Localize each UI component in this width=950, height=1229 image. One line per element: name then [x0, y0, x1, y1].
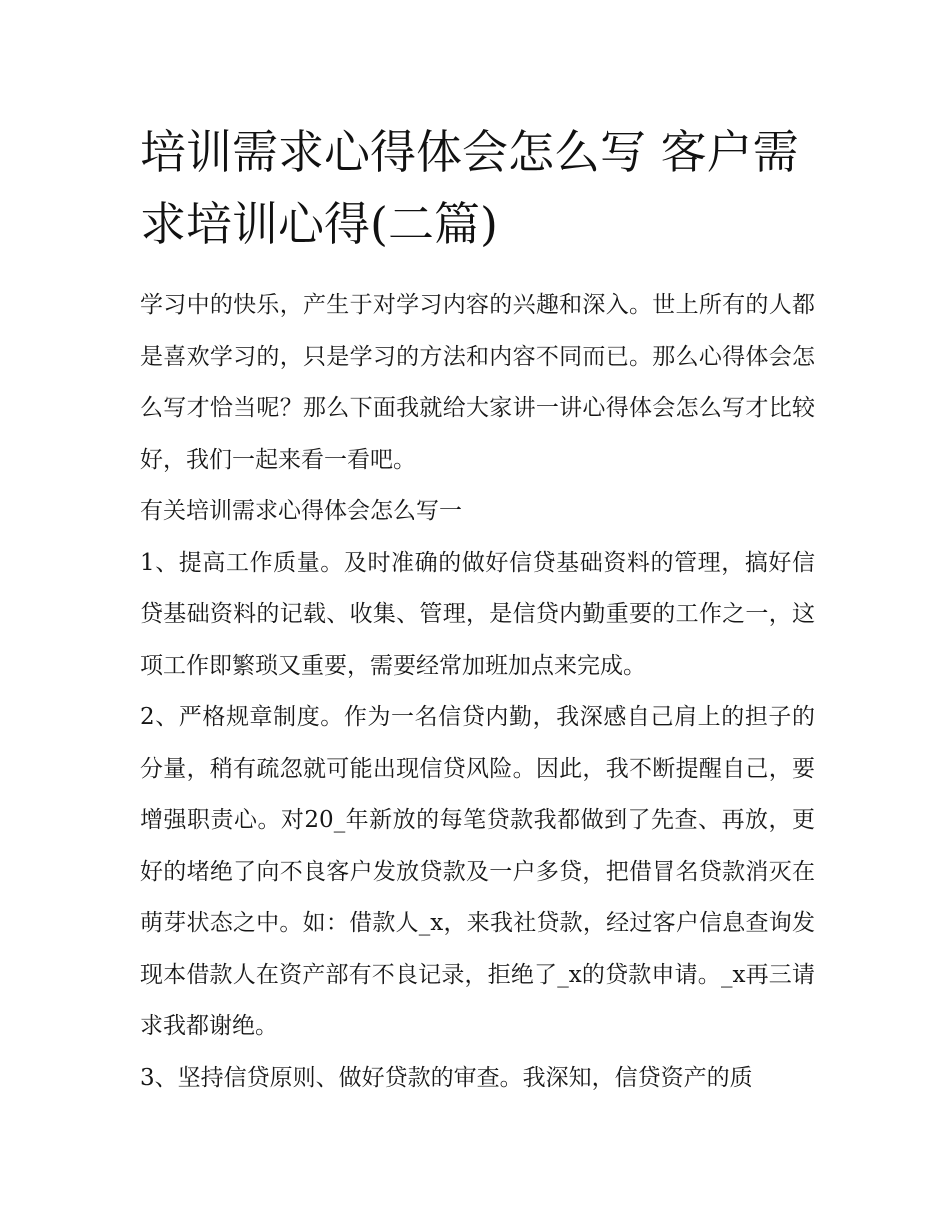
paragraph-section-heading: 有关培训需求心得体会怎么写一	[140, 498, 462, 524]
paragraph-item-3: 3、坚持信贷原则、做好贷款的审查。我深知，信贷资产的质	[140, 1064, 753, 1091]
paragraph-item-1: 1、提高工作质量。及时准确的做好信贷基础资料的管理，搞好信贷基础资料的记载、收集、管理，是信贷内勤重要的工作之一，这项工作即繁琐又重要，需要经常加班加点来完成。	[140, 549, 815, 679]
document-body	[140, 280, 815, 1104]
paragraph-intro: 学习中的快乐，产生于对学习内容的兴趣和深入。世上所有的人都是喜欢学习的，只是学习的方法和内容不同而已。那么心得体会怎么写才恰当呢？那么下面我就给大家讲一讲心得体会怎么写才比较好，我们一起来看一看吧。	[140, 292, 815, 473]
paragraph-item-2: 2、严格规章制度。作为一名信贷内勤，我深感自己肩上的担子的分量，稍有疏忽就可能出现信贷风险。因此，我不断提醒自己，要增强职责心。对20_年新放的每笔贷款我都做到了先查、再放，更好的堵绝了向不良客户发放贷款及一户多贷，把借冒名贷款消灭在萌芽状态之中。如：借款人_x，来我社贷款，经过客户信息查询发现本借款人在资产部有不良记录，拒绝了_x的贷款申请。_x再三请求我都谢绝。	[140, 704, 815, 1039]
document-title: 培训需求心得体会怎么写 客户需求培训心得(二篇)	[140, 125, 799, 251]
